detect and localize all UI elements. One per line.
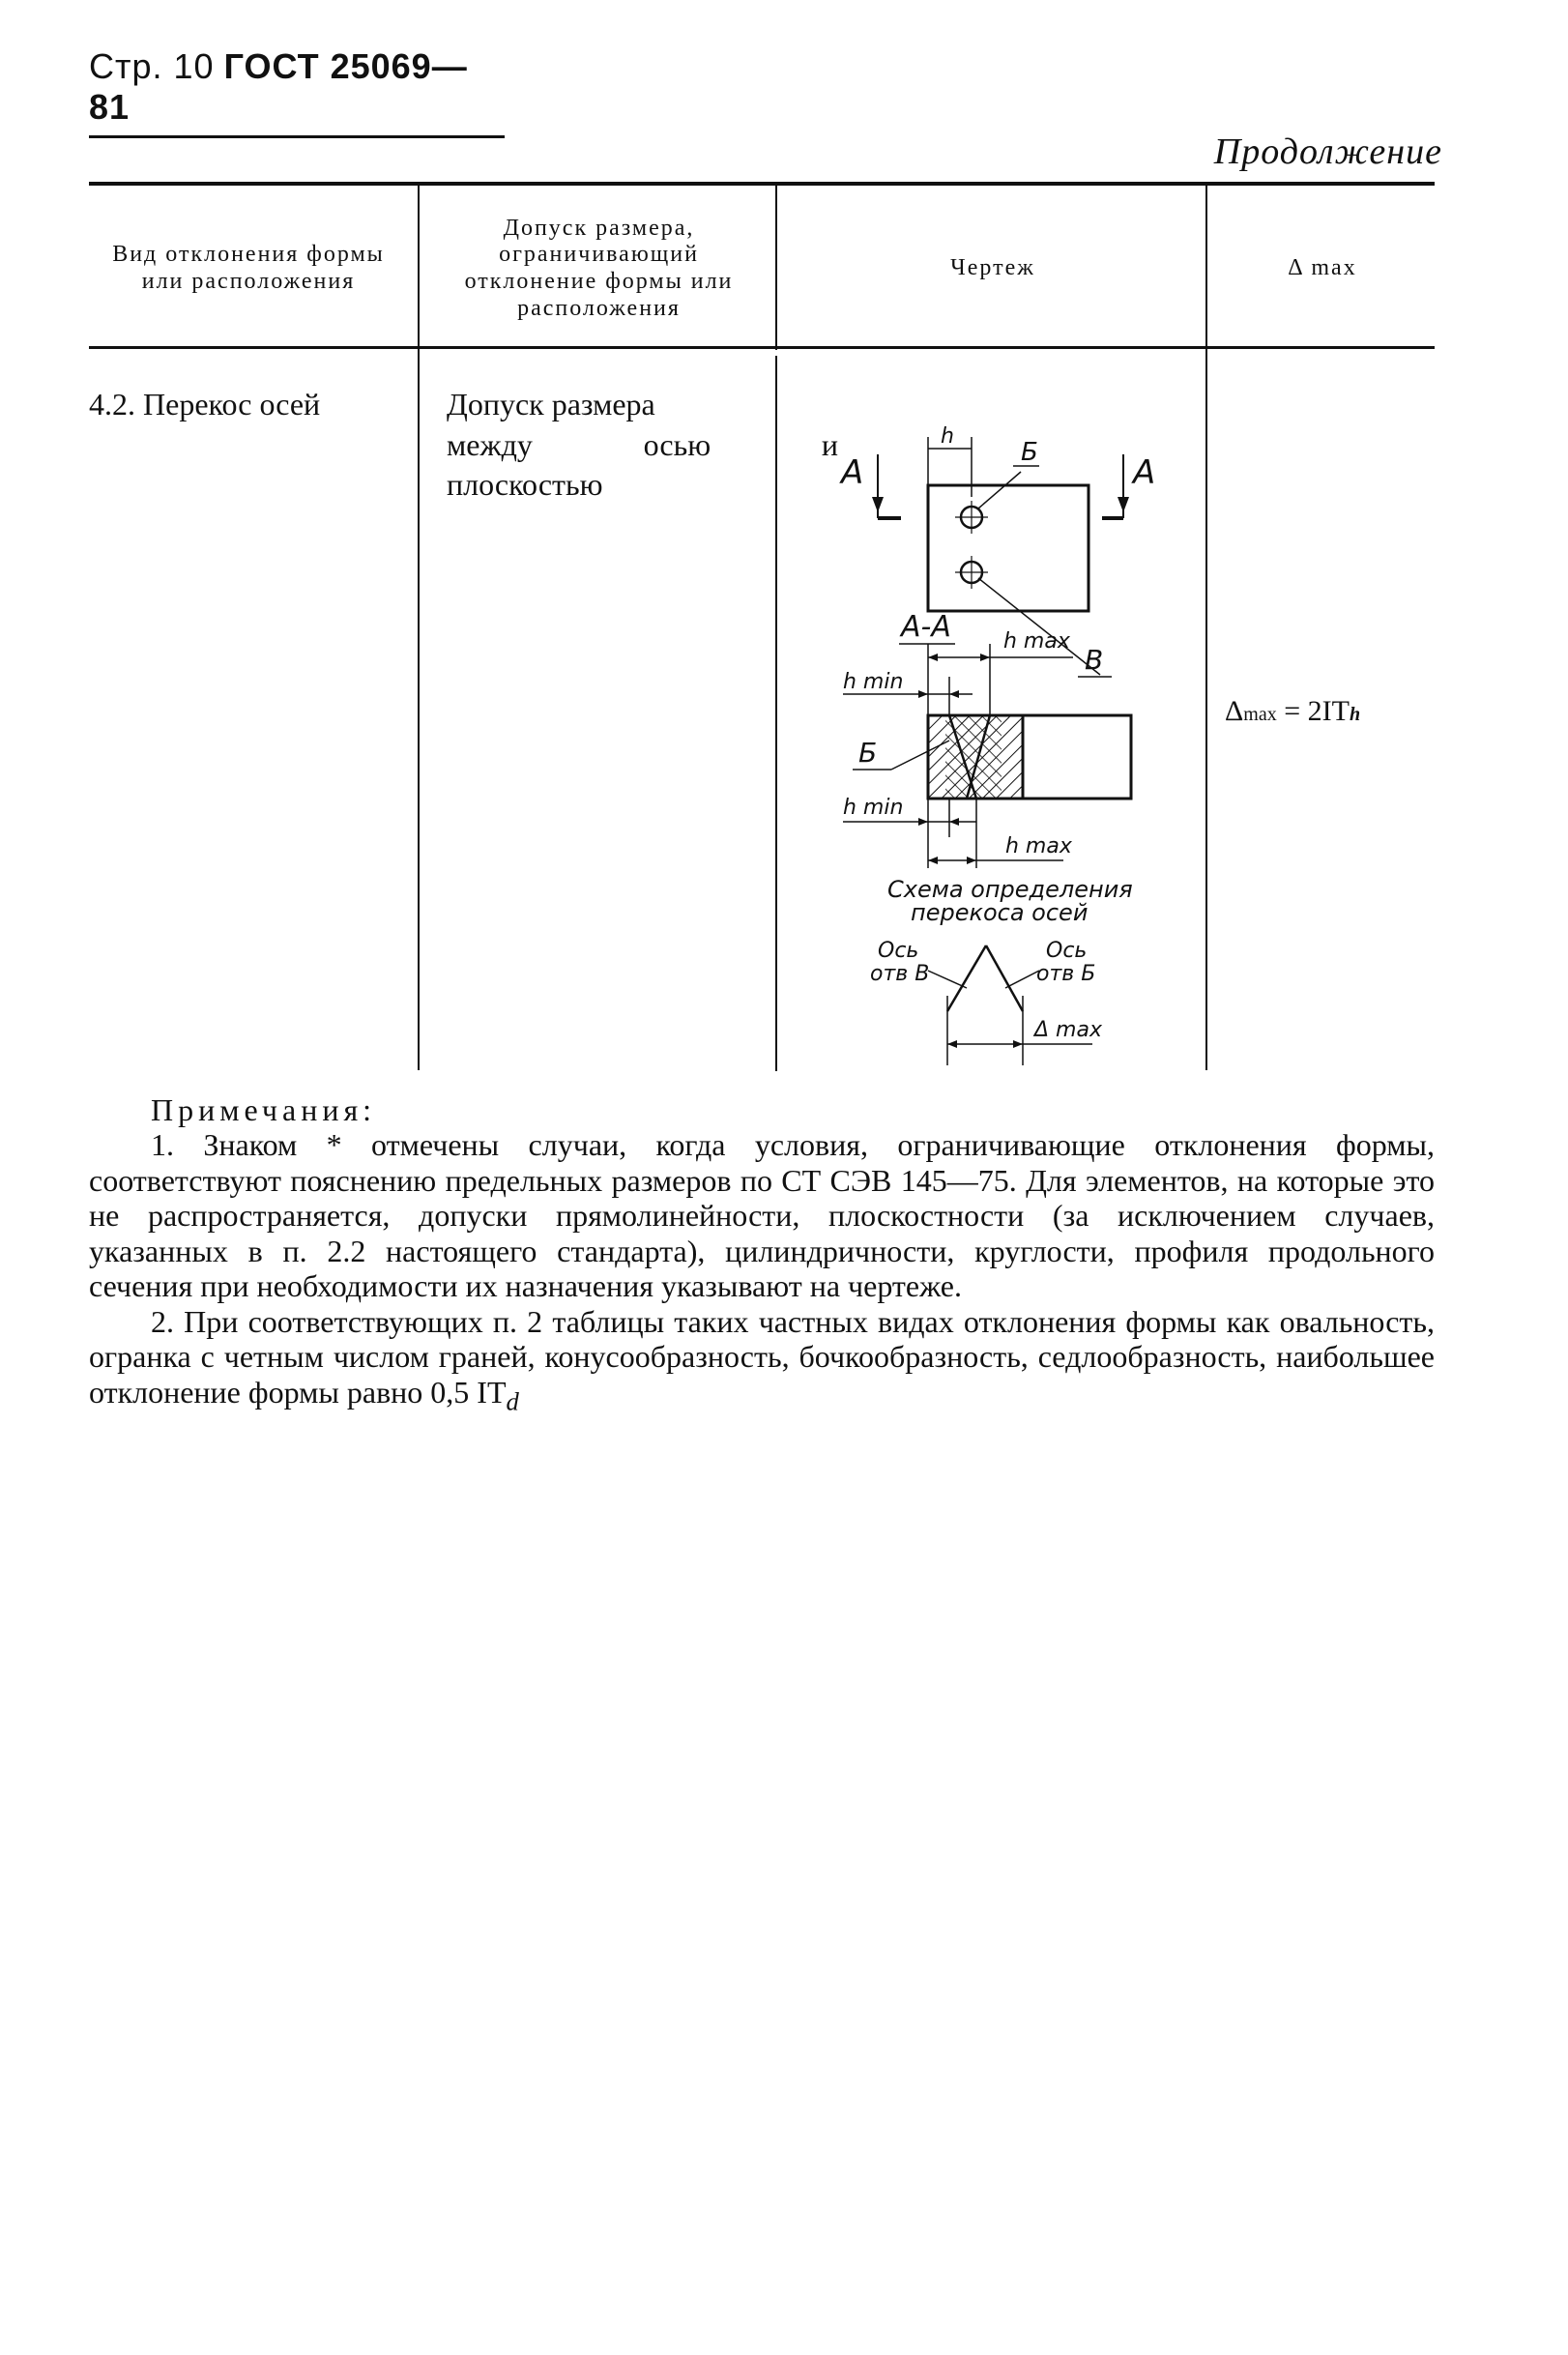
column-divider	[418, 186, 420, 1070]
column-divider	[775, 186, 777, 350]
h-max-bottom-label: h max	[1005, 834, 1072, 858]
section-mark-left	[839, 453, 901, 518]
section-letter: A	[841, 453, 864, 492]
tolerance-description	[447, 385, 838, 506]
scheme-caption	[887, 876, 1133, 926]
h-min-bottom-label: h min	[843, 796, 904, 820]
hole-b-label: Б	[1021, 438, 1038, 467]
axis-v-label: отв В	[870, 962, 930, 986]
section-title: A-A	[901, 610, 951, 644]
page-header	[89, 46, 505, 138]
tolerance-line: плоскостью	[447, 467, 603, 503]
continuation-label: Продолжение	[1213, 131, 1442, 172]
axes-angle-scheme	[870, 939, 1103, 1065]
column-divider	[1205, 186, 1207, 1070]
note-item: 1. Знаком * отмечены случаи, когда условия, ограничивающие отклонения формы, соответствуют пояснению предельных размеров по СТ СЭВ 145—75. Для элементов, на которые это не распространяется, допуски прямолинейности, плоскостности (за исключением случаев, указанных в п. 2.2 настоящего стандарта), цилиндричности, круглости, профиля продольного сечения при необходимости их назначения указывают на чертеже.	[89, 1127, 1435, 1304]
column-header-kind: Вид отклонения формы или расположения	[112, 242, 385, 294]
section-letter: A	[1133, 453, 1156, 492]
table-top-rule	[89, 182, 1435, 186]
column-header-drawing: Чертеж	[950, 255, 1035, 281]
axis-b-label: Ось	[1046, 939, 1088, 963]
caption-line: Схема определения	[887, 876, 1133, 903]
section-view	[843, 610, 1131, 868]
label-v: В	[1085, 644, 1104, 676]
column-header-tolerance: Допуск размера, ограничивающий отклонение формы или расположения	[464, 215, 734, 321]
delta-max-label: Δ max	[1034, 1018, 1102, 1042]
skew-axes-drawing	[831, 416, 1160, 1073]
note-text: 2. При соответствующих п. 2 таблицы таких частных видах отклонения формы как овальность, огранка с четным числом граней, конусообразность, бочкообразность, седлообразность, наибольшее отклонение формы равно 0,5 IT	[89, 1303, 1435, 1410]
note-item	[89, 1304, 1435, 1416]
tolerance-line: Допуск размера	[447, 387, 655, 422]
deviation-kind: 4.2. Перекос осей	[89, 387, 321, 422]
page-number: Стр. 10	[89, 46, 215, 86]
formula-delta: Δ	[1225, 695, 1244, 727]
formula-rest: = 2IT	[1276, 695, 1350, 727]
section-mark-right	[1102, 453, 1155, 518]
axis-b-label: отв Б	[1036, 962, 1096, 986]
delta-max-formula	[1225, 692, 1437, 730]
axis-v-label: Ось	[878, 939, 919, 963]
tolerance-line: между осью и	[447, 426, 838, 462]
document-code: ГОСТ 25069—81	[89, 46, 468, 127]
notes-section	[89, 1092, 1435, 1416]
formula-index: h	[1349, 704, 1361, 725]
formula-max: max	[1243, 704, 1277, 725]
column-header-delta-max: Δ max	[1288, 255, 1357, 281]
h-max-top-label: h max	[1003, 629, 1070, 654]
dim-h-label: h	[941, 424, 954, 449]
h-min-top-label: h min	[843, 670, 904, 694]
label-b-section: Б	[858, 737, 878, 769]
notes-title: Примечания:	[151, 1092, 377, 1127]
table-header-rule	[89, 346, 1435, 349]
note-index: d	[506, 1386, 519, 1416]
caption-line: перекоса осей	[911, 899, 1089, 926]
